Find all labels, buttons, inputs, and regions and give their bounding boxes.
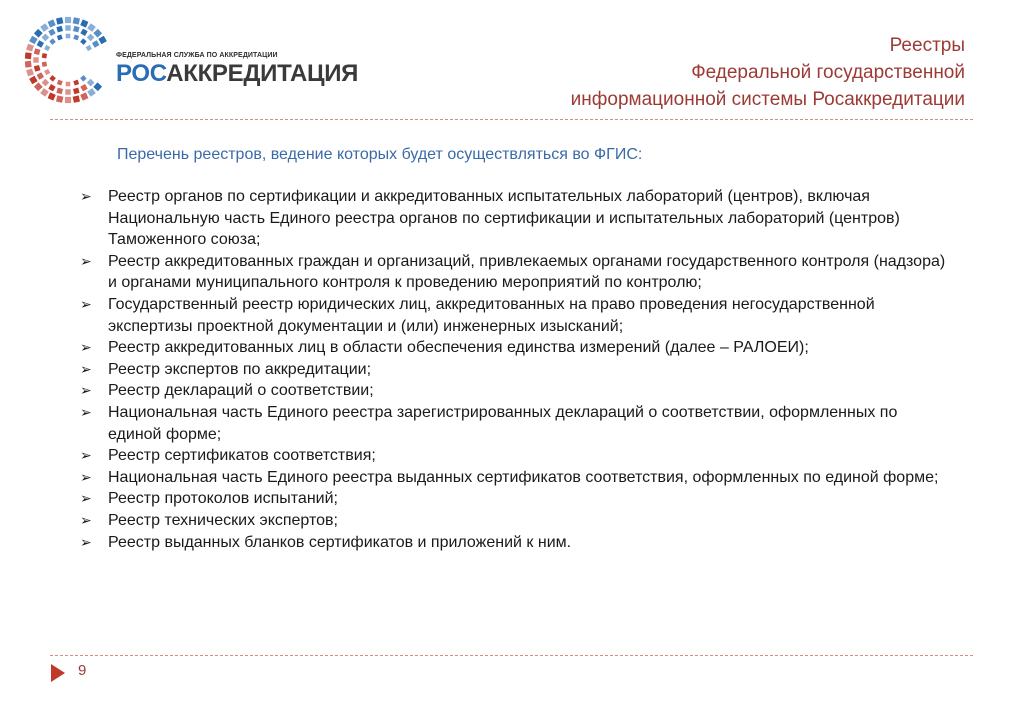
list-item: [80, 402, 950, 445]
arrow-bullet-icon: ➢: [80, 490, 92, 507]
list-item-text: Реестр сертификатов соответствия;: [108, 447, 376, 465]
arrow-bullet-icon: ➢: [80, 382, 92, 399]
logo-subtitle: ФЕДЕРАЛЬНАЯ СЛУЖБА ПО АККРЕДИТАЦИИ: [116, 52, 278, 59]
registry-list: [80, 186, 950, 553]
list-item: [80, 532, 950, 554]
list-item-text: Реестр аккредитованных лиц в области обеспечения единства измерений (далее – РАЛОЕИ);: [108, 339, 809, 357]
arrow-bullet-icon: ➢: [80, 447, 92, 464]
header-divider: [50, 119, 973, 120]
arrow-bullet-icon: ➢: [80, 188, 92, 204]
footer-divider: [50, 655, 973, 656]
arrow-bullet-icon: ➢: [80, 403, 92, 420]
logo-wordmark-part2: АККРЕДИТАЦИЯ: [166, 60, 359, 87]
list-item-text: Реестр экспертов по аккредитации;: [108, 360, 372, 378]
list-item-text: Реестр технических экспертов;: [108, 511, 338, 529]
list-item: [80, 467, 950, 489]
list-item-text: Национальная часть Единого реестра зарегистрированных деклараций о соответствии, оформленных по единой форме;: [108, 403, 898, 443]
list-item-text: Реестр деклараций о соответствии;: [108, 382, 374, 400]
list-item-text: Государственный реестр юридических лиц, аккредитованных на право проведения негосударственной экспертизы проектной документации и (или) инженерных изысканий;: [108, 295, 875, 335]
list-item-text: Национальная часть Единого реестра выданных сертификатов соответствия, оформленных по единой форме;: [108, 468, 939, 486]
page-title-line1: Реестры: [889, 35, 965, 56]
list-item-text: Реестр протоколов испытаний;: [108, 490, 338, 508]
list-item: [80, 380, 950, 402]
list-item: [80, 294, 950, 337]
list-item: [80, 359, 950, 381]
list-item: [80, 488, 950, 510]
logo-emblem-icon: [18, 10, 118, 110]
arrow-bullet-icon: ➢: [80, 339, 92, 356]
list-item: [80, 445, 950, 467]
arrow-bullet-icon: ➢: [80, 468, 92, 485]
page-number: 9: [78, 662, 87, 679]
page-title-line3: информационной системы Росаккредитации: [570, 89, 965, 110]
logo-wordmark: [116, 60, 358, 88]
arrow-bullet-icon: ➢: [80, 533, 92, 550]
list-item-text: Реестр выданных бланков сертификатов и приложений к ним.: [108, 533, 572, 551]
arrow-bullet-icon: ➢: [80, 511, 92, 528]
page-arrow-icon: [51, 664, 65, 682]
page-title: [445, 32, 965, 113]
logo-wordmark-part1: РОС: [116, 60, 167, 87]
list-item: [80, 510, 950, 532]
page-title-line2: Федеральной государственной: [691, 62, 965, 83]
list-item: [80, 186, 950, 251]
arrow-bullet-icon: ➢: [80, 295, 92, 312]
list-item: [80, 337, 950, 359]
arrow-bullet-icon: ➢: [80, 252, 92, 269]
list-item-text: Реестр аккредитованных граждан и организаций, привлекаемых органами государственного контроля (надзора) и органами муниципального контроля к проведению мероприятий по контролю;: [108, 252, 946, 292]
list-item: [80, 251, 950, 294]
list-item-text: Реестр органов по сертификации и аккредитованных испытательных лабораторий (центров), включая Национальную часть Единого реестра органов по сертификации и испытательных лабораторий (центров) Таможенного союза;: [108, 188, 900, 249]
intro-text: Перечень реестров, ведение которых будет осуществляться во ФГИС:: [117, 146, 643, 163]
rosaccreditation-logo: [18, 10, 359, 110]
arrow-bullet-icon: ➢: [80, 360, 92, 377]
